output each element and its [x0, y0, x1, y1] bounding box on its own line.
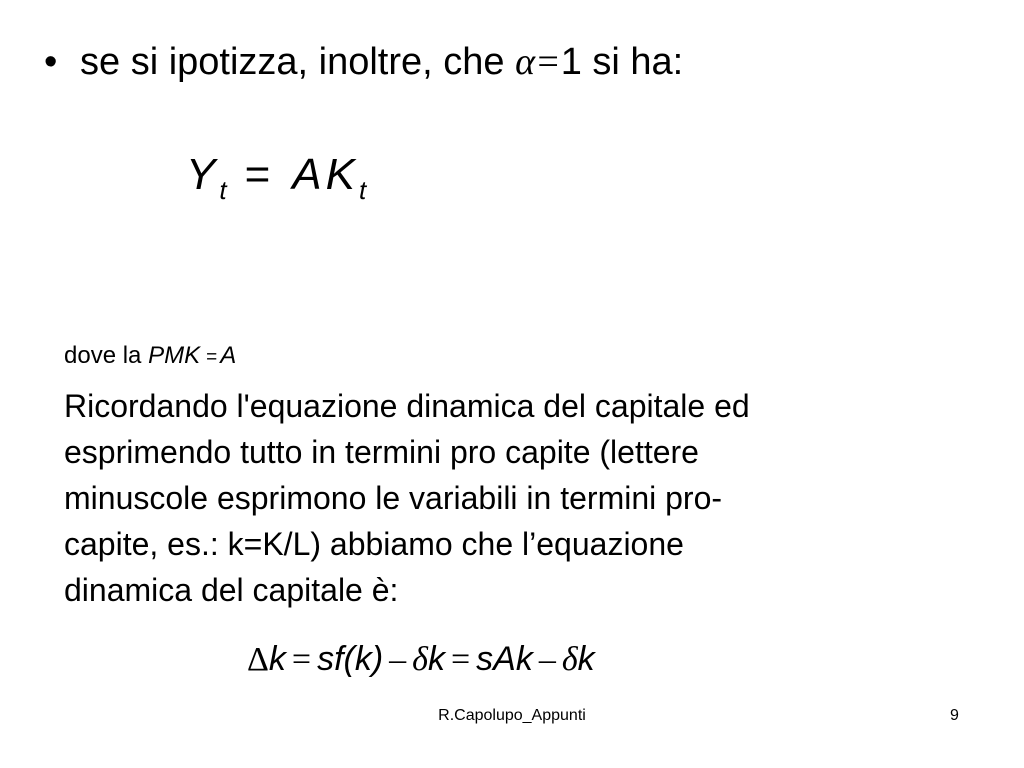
explanation-paragraph: [64, 383, 954, 613]
eq1-rhs: AK: [292, 150, 359, 199]
eq1-rhs-subscript: t: [359, 175, 367, 205]
paragraph-line: capite, es.: k=K/L) abbiamo che l’equazione: [64, 526, 684, 562]
eq1-equals: =: [244, 150, 275, 199]
eq2-delta-capital: Δ: [247, 641, 269, 678]
eq1-lhs: Y: [186, 150, 220, 199]
bullet-equals: =: [535, 41, 561, 83]
eq2-minus-1: –: [389, 641, 407, 678]
eq2-equals-2: =: [450, 641, 471, 678]
definition-symbol: PMK: [148, 342, 201, 369]
paragraph-line: Ricordando l'equazione dinamica del capitale ed: [64, 388, 750, 424]
eq2-k3: k: [577, 640, 595, 678]
paragraph-line: esprimendo tutto in termini pro capite (lettere: [64, 434, 699, 470]
paragraph-line: minuscole esprimono le variabili in termini pro-: [64, 480, 723, 516]
definition-equals: =: [206, 347, 218, 368]
equation-capital-dynamics: [247, 640, 595, 679]
eq2-sAk: sAk: [476, 640, 533, 678]
eq2-k2: k: [427, 640, 445, 678]
bullet-text-before: se si ipotizza, inoltre, che: [80, 41, 516, 83]
bullet-marker: •: [44, 41, 58, 83]
alpha-symbol: α: [515, 41, 536, 83]
definition-line: [64, 342, 236, 370]
footer-author: R.Capolupo_Appunti: [438, 707, 586, 724]
eq2-equals-1: =: [291, 641, 312, 678]
definition-prefix: dove la: [64, 342, 149, 369]
page-number: 9: [950, 707, 959, 724]
eq2-minus-2: –: [538, 641, 556, 678]
eq1-lhs-subscript: t: [219, 175, 227, 205]
eq2-sf: sf: [317, 640, 344, 678]
equation-production-function: [186, 150, 366, 206]
bullet-line: [44, 40, 683, 84]
definition-value: A: [220, 342, 237, 369]
eq2-k1: k: [268, 640, 286, 678]
eq2-paren-k: (k): [343, 640, 384, 678]
paragraph-line: dinamica del capitale è:: [64, 572, 399, 608]
eq2-delta-1: δ: [412, 641, 428, 678]
bullet-text-after: 1 si ha:: [560, 41, 684, 83]
eq2-delta-2: δ: [561, 641, 578, 678]
